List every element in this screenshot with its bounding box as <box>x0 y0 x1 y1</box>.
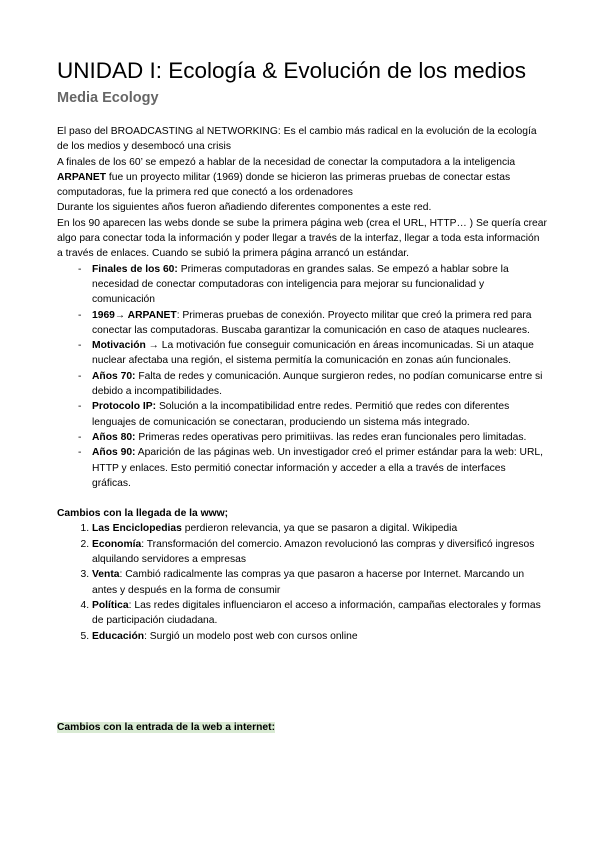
bold-text: Educación <box>92 630 145 642</box>
bold-text: Años 90: <box>92 447 136 459</box>
paragraph <box>57 170 547 201</box>
list-item <box>92 369 547 400</box>
item-text: : Transformación del comercio. Amazon revolucionó las compras y diversificó ingresos alquilando servidores a empresas <box>92 538 535 566</box>
item-text: Primeras redes operativas pero primitiivas. las redes eran funcionales pero limitadas. <box>135 431 527 443</box>
bold-text: Años 70: <box>92 370 136 382</box>
item-text: : Cambió radicalmente las compras ya que pasaron a hacerse por Internet. Marcando un antes y después en la forma de consumir <box>92 569 525 596</box>
list-item <box>92 308 547 339</box>
timeline-list <box>57 262 547 491</box>
bold-text: Venta <box>92 569 120 581</box>
list-item <box>92 567 547 598</box>
bold-text: Años 80: <box>92 431 136 443</box>
bold-text: ARPANET <box>57 171 107 183</box>
list-item <box>92 338 547 369</box>
bold-text: Motivación <box>92 340 146 352</box>
list-item <box>92 537 547 568</box>
item-text: → La motivación fue conseguir comunicación en áreas incomunicadas. Si un ataque nuclear afectaba una región, el sistema permitía la comunicación en zonas aún funcionales. <box>92 340 534 367</box>
list-item <box>92 445 547 491</box>
section-heading-web: Cambios con la entrada de la web a internet: <box>57 721 276 733</box>
paragraph <box>57 200 547 215</box>
paragraph-text: fue un proyecto militar (1969) donde se hicieron las primeras pruebas de conectar estas computadoras, fue la primera red que conectó a los ordenadores <box>57 171 511 199</box>
bold-text: Las Enciclopedias <box>92 523 182 535</box>
list-item <box>92 399 547 430</box>
bold-text: Protocolo IP: <box>92 401 157 413</box>
paragraph-text: Durante los siguientes años fueron añadiendo diferentes componentes a este red. <box>57 202 432 214</box>
list-item <box>92 262 547 308</box>
item-text: Aparición de las páginas web. Un investigador creó el primer estándar para la web: URL, HTTP y enlaces. Esto permitió conectar información y acceder a ella a través de interfaces gráficas. <box>92 447 544 489</box>
list-item <box>92 430 547 445</box>
page-title: UNIDAD I: Ecología & Evolución de los medios <box>57 58 526 83</box>
item-text: perdieron relevancia, ya que se pasaron a digital. Wikipedia <box>181 523 458 535</box>
section-heading-web-wrapper <box>57 720 547 735</box>
bold-text: 1969→ ARPANET <box>92 309 177 321</box>
document-body <box>57 124 547 735</box>
www-changes-list <box>57 521 547 643</box>
bold-text: Economía <box>92 538 142 550</box>
paragraph <box>57 155 547 170</box>
page-subtitle: Media Ecology <box>57 90 159 106</box>
item-text: : Surgió un modelo post web con cursos online <box>144 630 358 642</box>
bold-text: Política <box>92 599 129 611</box>
paragraph <box>57 124 547 155</box>
item-text: Solución a la incompatibilidad entre redes. Permitió que redes con diferentes lenguajes de comunicación se conectaran, produciendo un sistema más integrado. <box>92 401 510 428</box>
list-item <box>92 598 547 629</box>
section-heading-www: Cambios con la llegada de la www; <box>57 508 229 520</box>
item-text: : Las redes digitales influenciaron el acceso a información, campañas electorales y formas de participación ciudadana. <box>92 599 541 627</box>
item-text: Primeras computadoras en grandes salas. Se empezó a hablar sobre la necesidad de conectar computadoras con inteligencia para mejorar su funcionalidad y comunicación <box>92 263 509 306</box>
paragraph <box>57 216 547 262</box>
item-text: : Primeras pruebas de conexión. Proyecto militar que creó la primera red para conectar las computadoras. Buscaba garantizar la comunicación en caso de ataques nucleares. <box>92 309 532 336</box>
bold-text: Finales de los 60: <box>92 263 178 275</box>
paragraph-text: A finales de los 60’ se empezó a hablar de la necesidad de conectar la computadora a la inteligencia <box>57 156 516 168</box>
list-item <box>92 521 547 536</box>
paragraph-text: El paso del BROADCASTING al NETWORKING: Es el cambio más radical en la evolución de la ecología de los medios y desembocó una crisis <box>57 126 537 153</box>
item-text: Falta de redes y comunicación. Aunque surgieron redes, no podían comunicarse entre si debido a incompatibilidades. <box>92 370 543 398</box>
list-item <box>92 629 547 644</box>
paragraph-text: En los 90 aparecen las webs donde se sube la primera página web (crea el URL, HTTP… ) Se quería crear algo para conectar toda la información y poder llegar a través de la interfaz, llegar a toda esta información a través de enlaces. Cuando se subió la primera página arrancó un estándar. <box>57 217 547 260</box>
